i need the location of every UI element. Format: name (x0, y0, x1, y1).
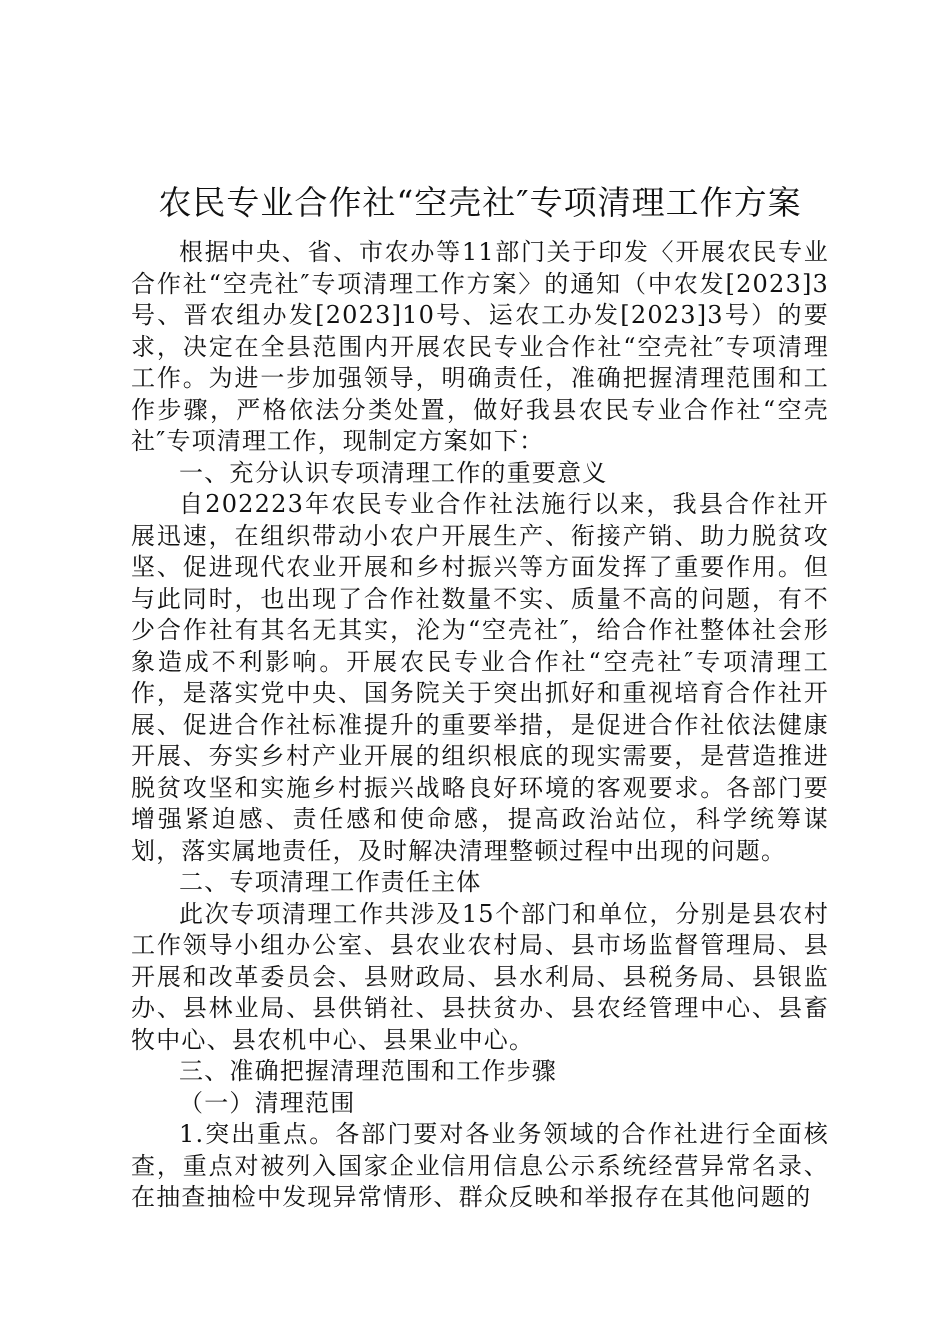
document-title: 农民专业合作社“空壳社″专项清理工作方案 (158, 183, 802, 222)
section-heading-3: 三、准确把握清理范围和工作步骤 (179, 1057, 557, 1085)
paragraph-focus: 1.突出重点。各部门要对各业务领域的合作社进行全面核查，重点对被列入国家企业信用信息公示系统经营异常名录、在抽查抽检中发现异常情形、群众反映和举报存在其他问题的 (131, 1120, 829, 1211)
paragraph-significance: 自202223年农民专业合作社法施行以来，我县合作社开展迅速，在组织带动小农户开展生产、衔接产销、助力脱贫攻坚、促进现代农业开展和乡村振兴等方面发挥了重要作用。但与此同时，也出现了合作社数量不实、质量不高的问题，有不少合作社有其名无其实，沦为“空壳社″，给合作社整体社会形象造成不利影响。开展农民专业合作社“空壳社″专项清理工作，是落实党中央、国务院关于突出抓好和重视培育合作社开展、促进合作社标准提升的重要举措，是促进合作社依法健康开展、夯实乡村产业开展的组织根底的现实需要，是营造推进脱贫攻坚和实施乡村振兴战略良好环境的客观要求。各部门要增强紧迫感、责任感和使命感，提高政治站位，科学统筹谋划，落实属地责任，及时解决清理整顿过程中出现的问题。 (131, 490, 829, 865)
paragraph-intro: 根据中央、省、市农办等11部门关于印发〈开展农民专业合作社“空壳社″专项清理工作方案〉的通知（中农发[2023]3号、晋农组办发[2023]10号、运农工办发[2023]3号）的要求，决定在全县范围内开展农民专业合作社“空壳社″专项清理工作。为进一步加强领导，明确责任，准确把握清理范围和工作步骤，严格依法分类处置，做好我县农民专业合作社“空壳社″专项清理工作，现制定方案如下： (131, 238, 829, 455)
paragraph-responsible-units: 此次专项清理工作共涉及15个部门和单位，分别是县农村工作领导小组办公室、县农业农村局、县市场监督管理局、县开展和改革委员会、县财政局、县水利局、县税务局、县银监办、县林业局、县供销社、县扶贫办、县农经管理中心、县畜牧中心、县农机中心、县果业中心。 (131, 899, 829, 1054)
document-body (131, 237, 829, 1214)
section-heading-1: 一、充分认识专项清理工作的重要意义 (179, 458, 608, 487)
subsection-heading-scope: （一）清理范围 (179, 1088, 356, 1117)
section-heading-2: 二、专项清理工作责任主体 (179, 868, 482, 896)
